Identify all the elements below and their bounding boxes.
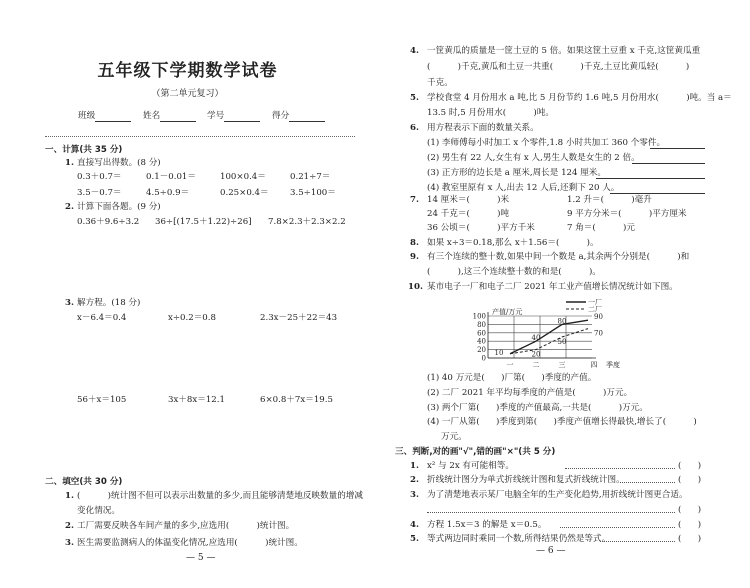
answer-bracket[interactable]: ( ) xyxy=(678,505,702,515)
sub-question: (3) 正方形的边长是 a 厘米,周长是 124 厘米。 xyxy=(427,168,606,178)
score-label: 得分 xyxy=(272,111,290,121)
q-number: 4. xyxy=(410,520,419,530)
sub-question: (1) 李师傅每小时加工 x 个零件,1.8 小时共加工 360 个零件。 xyxy=(427,138,666,148)
conversion-item: 7 角＝( )元 xyxy=(567,223,636,233)
question-text: ( ),这三个连续整十数的和是( )。 xyxy=(427,267,601,277)
equation: 56＋x＝105 xyxy=(77,395,127,405)
data-label: 10 xyxy=(494,348,504,357)
leader-dots xyxy=(600,541,675,542)
calc-item: 0.21÷7＝ xyxy=(290,172,331,182)
question-text: 医生需要监测病人的体温变化情况,应选用( )统计图。 xyxy=(77,538,303,548)
y-axis-label: 产值/万元 xyxy=(492,308,523,316)
data-label: 70 xyxy=(594,329,603,338)
score-field xyxy=(272,110,325,122)
equation: x－6.4＝0.4 xyxy=(77,313,127,323)
question-text: 直接写出得数。(8 分) xyxy=(77,158,161,168)
answer-line[interactable] xyxy=(596,178,705,179)
x-axis-label: 季度 xyxy=(606,361,620,368)
page-number: — 6 — xyxy=(536,546,566,556)
answer-bracket[interactable]: ( ) xyxy=(678,475,702,485)
sub-question: (3) 两个厂第( )季度的产值最高,一共是( )万元。 xyxy=(427,403,648,413)
question-text: 变化情况。 xyxy=(77,506,120,516)
q-number: 3. xyxy=(65,298,74,308)
number-label: 学号 xyxy=(207,111,225,121)
answer-bracket[interactable]: ( ) xyxy=(678,534,702,544)
question-text: 工厂需要反映各车间产量的多少,应选用( )统计图。 xyxy=(77,521,295,531)
conversion-item: 36 公顷＝( )平方千米 xyxy=(427,223,535,233)
data-label: 20 xyxy=(531,350,541,359)
judgement-statement: 折线统计图分为单式折线统计图和复式折线统计图。 xyxy=(427,475,625,485)
calc-item: 0.1－0.01＝ xyxy=(146,172,196,182)
question-text: 解方程。(18 分) xyxy=(77,298,141,308)
leader-dots xyxy=(565,468,675,469)
conversion-item: 9 平方分米＝( )平方厘米 xyxy=(567,209,687,219)
question-text: 学校食堂 4 月份用水 a 吨,比 5 月份节约 1.6 吨,5 月份用水( )吨。当 a＝ xyxy=(427,93,732,103)
calc-item: 3.5－0.7＝ xyxy=(77,188,122,198)
question-text: 一筐黄瓜的质量是一筐土豆的 5 倍。如果这筐土豆重 x 千克,这筐黄瓜重 xyxy=(427,46,701,56)
question-text: 某市电子一厂和电子二厂 2021 年工业产值增长情况统计如下图。 xyxy=(427,282,678,292)
q-number: 1. xyxy=(410,461,419,471)
q-number: 1. xyxy=(65,491,74,501)
equation: 2.3x－25＋22＝43 xyxy=(260,313,338,323)
x-tick-label: 二 xyxy=(532,361,540,368)
data-label: 40 xyxy=(531,334,541,343)
line-chart xyxy=(470,296,630,368)
x-tick-label: 四 xyxy=(590,361,598,368)
calc-item: 36÷[(17.5＋1.22)÷26] xyxy=(155,217,252,227)
q-number: 5. xyxy=(410,534,419,544)
q-number: 2. xyxy=(65,202,74,212)
answer-line[interactable] xyxy=(650,148,705,149)
conversion-item: 1.2 升＝( )毫升 xyxy=(567,195,652,205)
question-text: 如果 x÷3＝0.18,那么 x＋1.56＝( )。 xyxy=(427,238,599,248)
divider xyxy=(45,136,355,137)
question-text: 用方程表示下面的数量关系。 xyxy=(427,123,539,133)
name-label: 姓名 xyxy=(143,111,161,121)
calc-item: 0.36＋9.6÷3.2 xyxy=(77,217,140,227)
calc-item: 0.25×0.4＝ xyxy=(220,188,269,198)
x-tick-label: 三 xyxy=(558,361,566,368)
class-label: 班级 xyxy=(78,111,96,121)
calc-item: 4.5÷0.9＝ xyxy=(146,188,190,198)
y-tick-label: 20 xyxy=(477,346,486,355)
judgement-statement: 为了清楚地表示某厂电脑全年的生产变化趋势,用折线统计图更合适。 xyxy=(427,490,688,500)
question-text: 有三个连续的整十数,如果中间一个数是 a,其余两个分别是( )和 xyxy=(427,252,690,262)
page-title: 五年级下学期数学试卷 xyxy=(97,61,278,81)
q-number: 10. xyxy=(408,282,423,292)
sub-question: (4) 一厂从第( )季度到第( )季度产值增长得最快,增长了( ) xyxy=(427,417,697,427)
judgement-statement: x² 与 2x 有可能相等。 xyxy=(427,461,514,471)
judgement-statement: 等式两边同时乘同一个数,所得结果仍然是等式。 xyxy=(427,534,611,544)
class-field xyxy=(78,110,131,122)
x-tick-label: 一 xyxy=(506,361,514,368)
sub-question: 万元。 xyxy=(441,432,467,442)
leader-dots xyxy=(620,482,675,483)
data-label: 80 xyxy=(557,317,567,326)
q-number: 2. xyxy=(410,475,419,485)
q-number: 7. xyxy=(410,195,419,205)
leader-dots xyxy=(427,512,675,513)
conversion-item: 14 厘米＝( )米 xyxy=(427,195,510,205)
legend-label: 一厂 xyxy=(588,298,602,307)
answer-line[interactable] xyxy=(632,163,705,164)
q-number: 3. xyxy=(65,538,74,548)
question-text: 计算下面各题。(9 分) xyxy=(77,202,161,212)
section3-heading: 三、判断,对的画"√",错的画"×"(共 5 分) xyxy=(395,447,556,457)
data-label: 50 xyxy=(557,338,567,346)
y-tick-label: 100 xyxy=(472,312,486,321)
answer-bracket[interactable]: ( ) xyxy=(678,520,702,530)
legend-label: 二厂 xyxy=(588,305,602,314)
y-tick-label: 0 xyxy=(481,354,486,363)
data-label: 90 xyxy=(594,313,603,322)
calc-item: 7.8×2.3＋2.3×2.2 xyxy=(268,217,346,227)
calc-item: 100×0.4＝ xyxy=(220,172,266,182)
q-number: 4. xyxy=(410,46,419,56)
leader-dots xyxy=(560,527,675,528)
equation: 3x＋8x＝12.1 xyxy=(168,395,225,405)
calc-item: 0.3＋0.7＝ xyxy=(77,172,122,182)
q-number: 1. xyxy=(65,158,74,168)
y-tick-label: 60 xyxy=(477,329,486,338)
name-field xyxy=(143,110,196,122)
q-number: 5. xyxy=(410,93,419,103)
sub-question: (2) 二厂 2021 年平均每季度的产值是( )万元。 xyxy=(427,388,633,398)
q-number: 8. xyxy=(410,238,419,248)
y-tick-label: 40 xyxy=(477,337,486,346)
series-line-0 xyxy=(510,320,588,354)
q-number: 3. xyxy=(410,490,419,500)
conversion-item: 24 千克＝( )吨 xyxy=(427,209,510,219)
equation: 6×0.8＋7x＝19.5 xyxy=(260,395,333,405)
sub-question: (2) 男生有 22 人,女生有 x 人,男生人数是女生的 2 倍。 xyxy=(427,153,640,163)
calc-item: 3.5÷100＝ xyxy=(290,188,336,198)
answer-bracket[interactable]: ( ) xyxy=(678,461,702,471)
question-text: ( )统计图不但可以表示出数量的多少,而且能够清楚地反映数量的增减 xyxy=(77,491,363,501)
page-subtitle: （第二单元复习） xyxy=(151,89,224,99)
question-text: 千克。 xyxy=(427,78,453,88)
sub-question: (4) 教室里原有 x 人,出去 12 人后,还剩下 20 人。 xyxy=(427,183,620,193)
section1-heading: 一、计算(共 35 分) xyxy=(45,145,123,155)
y-tick-label: 80 xyxy=(477,320,486,329)
q-number: 6. xyxy=(410,123,419,133)
judgement-statement: 方程 1.5x＝3 的解是 x＝0.5。 xyxy=(427,520,547,530)
question-text: 13.5 时,5 月份用水( )吨。 xyxy=(427,108,554,118)
q-number: 9. xyxy=(410,252,419,262)
sub-question: (1) 40 万元是( )厂第( )季度的产值。 xyxy=(427,373,597,383)
q-number: 2. xyxy=(65,521,74,531)
section2-heading: 二、填空(共 30 分) xyxy=(45,477,123,487)
number-field xyxy=(207,110,260,122)
equation: x÷0.2＝0.8 xyxy=(168,313,216,323)
question-text: ( )千克,黄瓜和土豆一共重( )千克,土豆比黄瓜轻( ) xyxy=(427,62,690,72)
page-number: — 5 — xyxy=(186,553,216,563)
